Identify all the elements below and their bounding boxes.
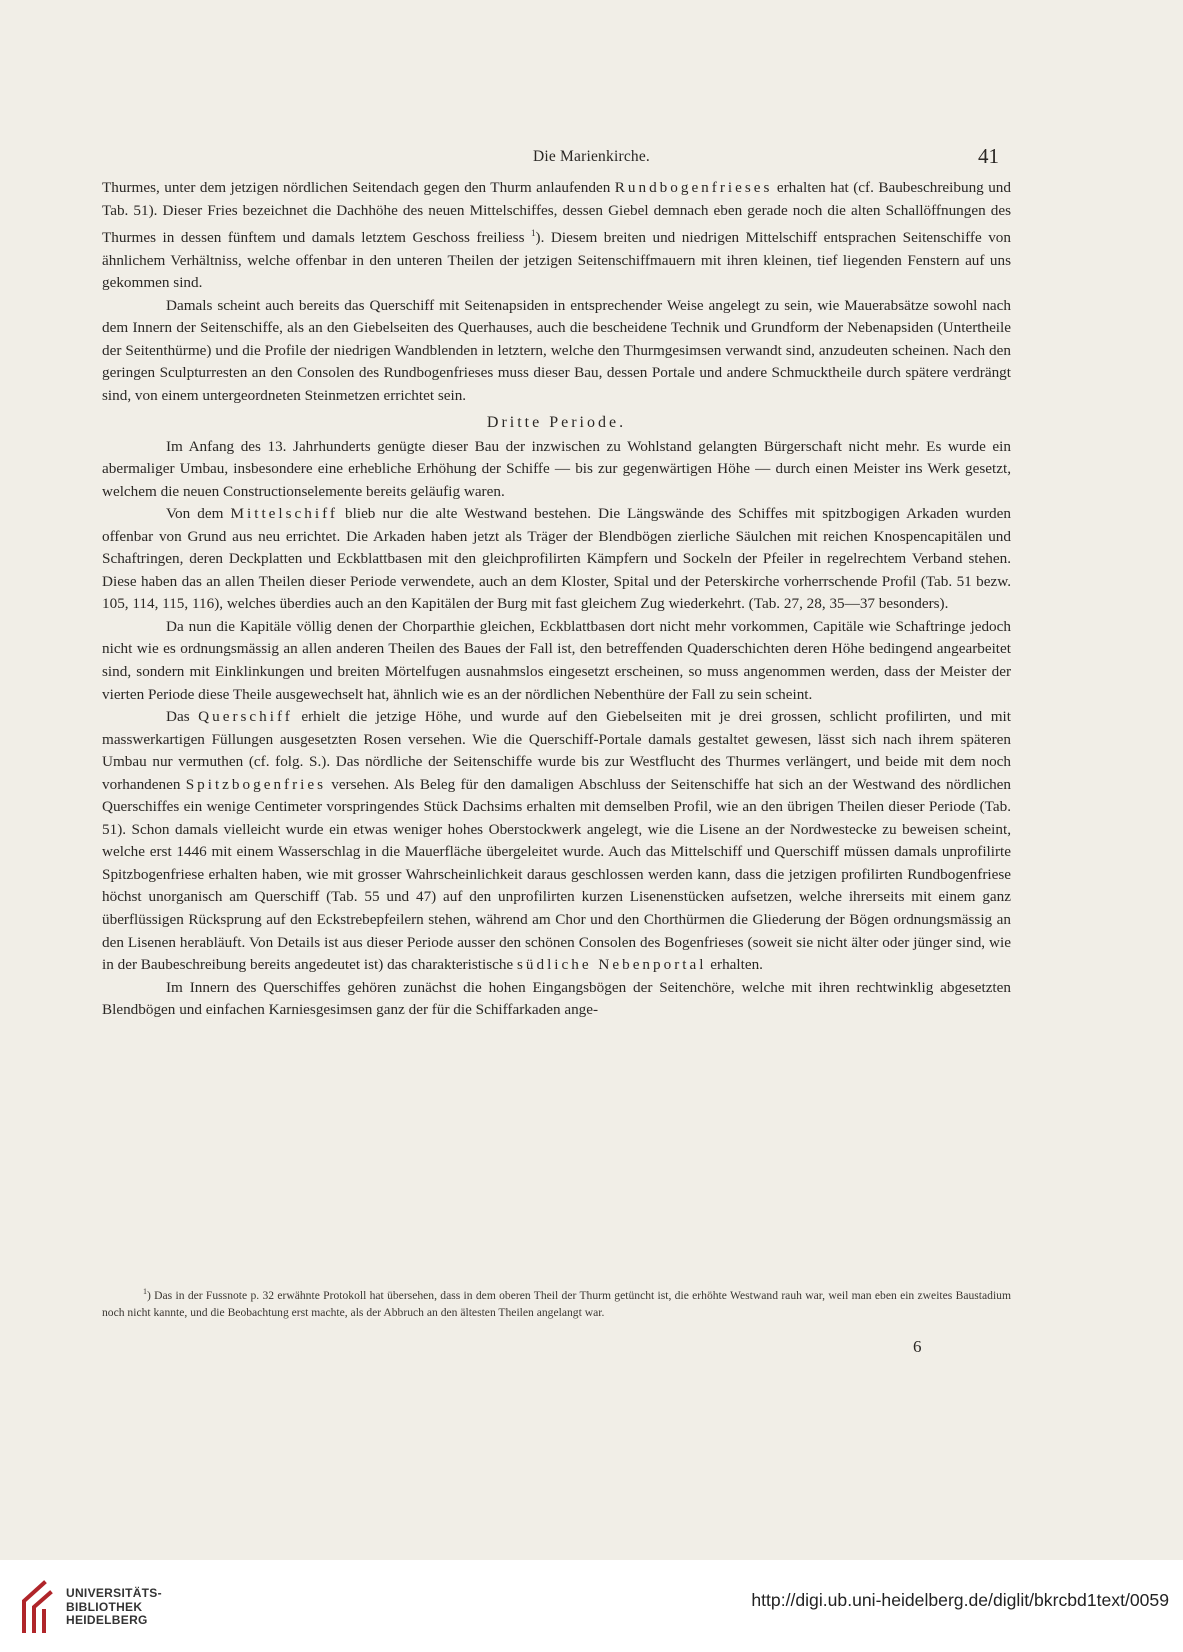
page-number: 41 xyxy=(978,144,999,168)
spaced-term: Mittelschiff xyxy=(230,505,338,523)
footnote: $^1$) Das in der Fussnote p. 32 erwähnte Protokoll hat übersehen, dass in dem oberen Theil der Thurm getüncht ist, die erhöhte Westwand rauh war, weil man eben ein zweites Baustadium noch nicht kannte, und die Beobachtung erst machte, als der Abbruch an den ältesten Theilen angelangt war. xyxy=(102,1287,1011,1320)
spaced-term: Querschiff xyxy=(198,708,293,726)
paragraph: Im Anfang des 13. Jahrhunderts genügte dieser Bau der inzwischen zu Wohlstand gelangten Bürgerschaft nicht mehr. Es wurde ein abermaliger Umbau, insbesondere eine erhebliche Erhöhung der Schiffe — bis zur gegenwärtigen Höhe — durch einen Meister ins Werk gesetzt, welchem die neuen Constructionselemente bereits geläufig waren. xyxy=(102,437,1011,500)
paragraph: Thurmes, unter dem jetzigen nördlichen Seitendach gegen den Thurm anlaufenden Rundbogenfrieses erhalten hat (cf. Baubeschreibung und Tab. 51). Dieser Fries bezeichnet die Dachhöhe des neuen Mittelschiffes, dessen Giebel demnach eben gerade noch die alten Schallöffnungen des Thurmes in dessen fünftem und damals letztem Geschoss freiliess $^1$). Diesem breiten und niedrigen Mittelschiff entsprachen Seitenschiffe von ähnlichem Verhältniss, welche offenbar in den unteren Theilen der jetzigen Seitenschiffmauern mit ihren kleinen, tief liegenden Fenstern auf uns gekommen sind. xyxy=(102,179,1011,292)
spaced-term: Spitzbogenfries xyxy=(185,775,327,793)
footnote-rule xyxy=(102,1275,1011,1277)
spaced-term: Rundbogenfrieses xyxy=(614,179,773,196)
running-title: Die Marienkirche. xyxy=(532,148,651,165)
paragraph: Von dem Mittelschiff blieb nur die alte Westwand bestehen. Die Längswände des Schiffes mit spitzbogigen Arkaden wurden offenbar von Grund aus neu errichtet. Die Arkaden haben jetzt als Träger der Blendbögen zierliche Säulchen mit reichen Knospencapitälen und Schaftringen, deren Deckplatten und Eckblattbasen mit den gleichprofilirten Kämpfern und Sockeln der Pfeiler in regelrechtem Verband stehen. Diese haben das an allen Theilen dieser Periode verwendete, auch an dem Kloster, Spital und der Peterskirche vorherrschende Profil (Tab. 51 bezw. 105, 114, 115, 116), welches überdies auch an den Kapitälen der Burg mit fast gleichem Zug wiederkehrt. (Tab. 27, 28, 35—37 besonders). xyxy=(102,505,1011,613)
library-logo-icon[interactable] xyxy=(14,1577,58,1637)
source-url-link[interactable]: http://digi.ub.uni-heidelberg.de/diglit/bkrcbd1text/0059 xyxy=(751,1590,1169,1610)
library-name[interactable]: UNIVERSITÄTS- BIBLIOTHEK HEIDELBERG xyxy=(66,1586,162,1627)
body-text xyxy=(102,177,1011,1022)
paragraph: Das Querschiff erhielt die jetzige Höhe, und wurde auf den Giebelseiten mit je drei grossen, schlicht profilirten, und mit masswerkartigen Füllungen ausgesetzten Rosen versehen. Wie die Querschiff-Portale damals gestaltet gewesen, lässt sich nach ihrem späteren Umbau nur vermuthen (cf. folg. S.). Das nördliche der Seitenschiffe wurde bis zur Westflucht des Thurmes verlängert, und beide mit dem noch vorhandenen Spitzbogenfries versehen. Als Beleg für den damaligen Abschluss der Seitenschiffe hat sich an der Westwand des nördlichen Querschiffes ein wenige Centimeter vorspringendes Stück Dachsims erhalten mit demselben Profil, wie an den übrigen Theilen dieser Periode (Tab. 51). Schon damals vielleicht wurde ein etwas weniger hohes Oberstockwerk angelegt, wie die Lisene an der Nordwestecke zu beweisen scheint, welche erst 1446 mit einem Wasserschlag in die Mauerfläche übergeleitet wurde. Auch das Mittelschiff und Querschiff müssen damals unprofilirte Spitzbogenfriese erhalten haben, wie mit grosser Wahrscheinlichkeit daraus geschlossen werden kann, dass die jetzigen profilirten Rundbogenfriese höchst unorganisch am Querschiff (Tab. 55 und 47) auf den unprofilirten kurzen Lisenenstücken aufsetzen, welche ihrerseits mit einem ganz überflüssigen Rücksprung auf den Eckstrebepfeilern stehen, während am Chor und den Chorthürmen die Gliederung der Bögen ordnungsmässig an den Lisenen herabläuft. Von Details ist aus dieser Periode ausser den schönen Consolen des Bogenfrieses (soweit sie nicht älter oder jünger sind, wie in der Baubeschreibung bereits angedeutet ist) das charakteristische südliche Nebenportal erhalten. xyxy=(102,708,1012,974)
paragraph: Im Innern des Querschiffes gehören zunächst die hohen Eingangsbögen der Seitenchöre, welche mit ihren rechtwinklig abgesetzten Blendbögen und einfachen Karniesgesimsen ganz der für die Schiffarkaden ange- xyxy=(102,978,1011,1019)
paragraph: Da nun die Kapitäle völlig denen der Chorparthie gleichen, Eckblattbasen dort nicht mehr vorkommen, Capitäle wie Schaftringe jedoch nicht wie es ordnungsmässig an allen anderen Theilen des Baues der Fall ist, den betreffenden Quaderschichten deren Höhe bedingend angearbeitet sind, sondern mit Einklinkungen und breiten Mörtelfugen ausnahmslos eingesetzt erscheinen, so muss angenommen werden, dass der Meister der vierten Periode diese Theile ausgewechselt hat, ähnlich wie es an der nördlichen Nebenthüre der Fall zu sein scheint. xyxy=(102,617,1011,703)
footnote-ref: 1 xyxy=(531,228,536,239)
paragraph: Damals scheint auch bereits das Querschiff mit Seitenapsiden in entsprechender Weise angelegt zu sein, wie Mauerabsätze sowohl nach dem Innern der Seitenschiffe, als an den Giebelseiten des Querhauses, auch die bescheidene Technik und Grundform der Nebenapsiden (Untertheile der Seitenthürme) und die Profile der niedrigen Wandblenden in letztern, welche den Thurmgesimsen verwandt sind, anzudeuten scheinen. Nach den geringen Sculpturresten an den Consolen des Rundbogenfrieses muss dieser Bau, dessen Portale und andere Schmucktheile durch spätere verdrängt sind, von einem untergeordneten Steinmetzen errichtet sein. xyxy=(102,296,1011,404)
section-heading: Dritte Periode. xyxy=(486,413,627,431)
spaced-term: südliche Nebenportal xyxy=(516,956,707,974)
signature-mark: 6 xyxy=(913,1337,922,1356)
footnote-marker: 1 xyxy=(143,1287,147,1296)
